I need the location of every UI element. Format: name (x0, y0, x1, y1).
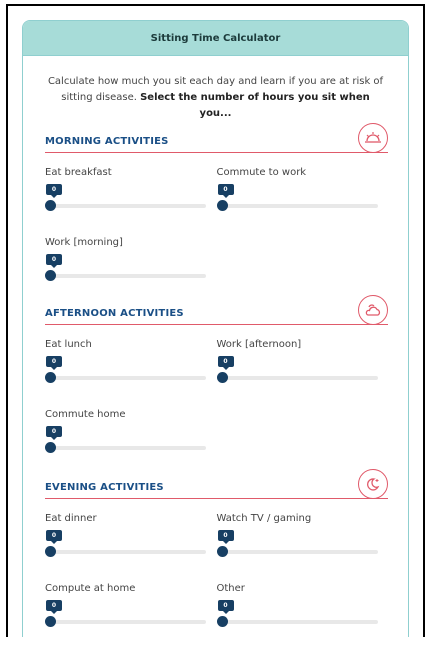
value-tooltip: 0 (46, 254, 62, 265)
slider-thumb[interactable] (45, 200, 56, 211)
slider-thumb[interactable] (217, 546, 228, 557)
slider-track[interactable] (49, 376, 206, 380)
intro-description: Calculate how much you sit each day and learn if you are at risk of sitting disease. (47, 76, 384, 103)
value-tooltip: 0 (46, 426, 62, 437)
slider-label: Watch TV / gaming (216, 513, 312, 524)
slider-track[interactable] (221, 550, 378, 554)
slider-work-afternoon (217, 338, 389, 390)
slider-thumb[interactable] (45, 270, 56, 281)
slider-commute-home (45, 408, 238, 460)
section-title: MORNING ACTIVITIES (45, 136, 169, 147)
slider-eat-dinner (45, 512, 217, 564)
slider-thumb[interactable] (45, 616, 56, 627)
value-tooltip: 0 (46, 600, 62, 611)
intro-text (45, 74, 386, 122)
slider-label: Work [afternoon] (216, 339, 302, 350)
slider-thumb[interactable] (217, 616, 228, 627)
slider-thumb[interactable] (45, 372, 56, 383)
value-tooltip: 0 (46, 530, 62, 541)
value-tooltip: 0 (218, 600, 234, 611)
slider-commute-to-work (217, 166, 389, 218)
slider-eat-lunch (45, 338, 217, 390)
page-frame (6, 4, 425, 637)
slider-label: Compute at home (45, 583, 136, 594)
slider-track[interactable] (221, 204, 378, 208)
slider-track[interactable] (221, 376, 378, 380)
evening-section (45, 472, 388, 634)
slider-watch-tv-gaming (217, 512, 389, 564)
section-header (45, 298, 388, 325)
slider-label: Work [morning] (45, 237, 123, 248)
slider-work-morning (45, 236, 238, 288)
intro-instruction: Select the number of hours you sit when you... (140, 92, 370, 119)
slider-other (217, 582, 389, 634)
afternoon-section (45, 298, 388, 460)
slider-track[interactable] (49, 446, 206, 450)
slider-thumb[interactable] (217, 200, 228, 211)
section-title: EVENING ACTIVITIES (45, 482, 164, 493)
cloud-sun-icon (358, 295, 388, 325)
slider-thumb[interactable] (45, 442, 56, 453)
slider-label: Eat breakfast (45, 167, 112, 178)
section-title: AFTERNOON ACTIVITIES (45, 308, 184, 319)
slider-track[interactable] (49, 620, 206, 624)
slider-label: Eat dinner (45, 513, 97, 524)
slider-track[interactable] (221, 620, 378, 624)
slider-track[interactable] (49, 204, 206, 208)
value-tooltip: 0 (218, 184, 234, 195)
slider-label: Commute to work (216, 167, 307, 178)
card-header (23, 21, 408, 56)
slider-label: Other (216, 583, 245, 594)
value-tooltip: 0 (218, 530, 234, 541)
slider-label: Commute home (45, 409, 126, 420)
moon-icon (358, 469, 388, 499)
calculator-title: Sitting Time Calculator (150, 32, 281, 44)
calculator-card (22, 20, 409, 637)
section-header (45, 126, 388, 153)
slider-eat-breakfast (45, 166, 217, 218)
slider-compute-at-home (45, 582, 217, 634)
value-tooltip: 0 (46, 184, 62, 195)
slider-track[interactable] (49, 550, 206, 554)
value-tooltip: 0 (218, 356, 234, 367)
morning-section (45, 126, 388, 288)
slider-thumb[interactable] (45, 546, 56, 557)
sunrise-icon (358, 123, 388, 153)
slider-label: Eat lunch (45, 339, 92, 350)
slider-thumb[interactable] (217, 372, 228, 383)
value-tooltip: 0 (46, 356, 62, 367)
slider-track[interactable] (49, 274, 206, 278)
section-header (45, 472, 388, 499)
